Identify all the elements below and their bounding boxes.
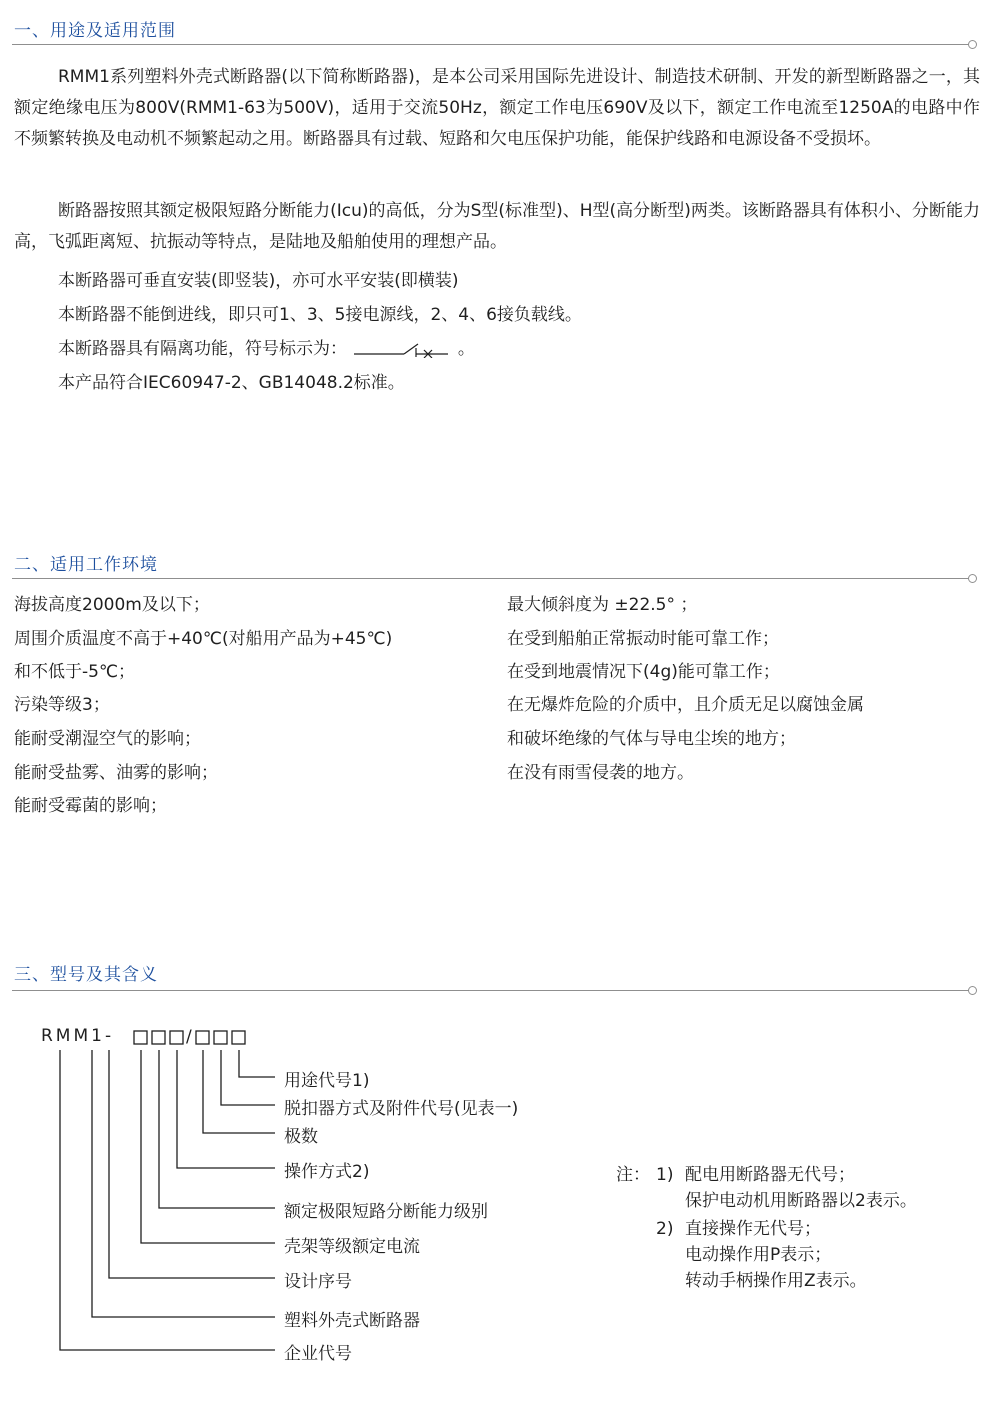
section1-title: 一、用途及适用范围 xyxy=(14,21,176,41)
env-left-item: 能耐受潮湿空气的影响； xyxy=(14,729,201,749)
model-label-frame-current: 壳架等级额定电流 xyxy=(284,1237,420,1257)
section2-title: 二、适用工作环境 xyxy=(14,555,158,575)
note-prefix: 注： xyxy=(616,1165,650,1185)
env-left-item: 能耐受盐雾、油雾的影响； xyxy=(14,763,218,783)
model-prefix: RMM1- xyxy=(41,1026,115,1046)
section1-isolation-line xyxy=(58,334,475,359)
isolation-end: 。 xyxy=(457,339,475,359)
isolator-switch-icon xyxy=(352,340,452,358)
code-box xyxy=(196,1031,209,1044)
section1-wiring-line: 本断路器不能倒进线，即只可1、3、5接电源线，2、4、6接负载线。 xyxy=(58,305,582,325)
note-1-line-1: 配电用断路器无代号； xyxy=(685,1165,855,1185)
model-label-operation: 操作方式2) xyxy=(284,1162,370,1182)
env-right-item: 和破坏绝缘的气体与导电尘埃的地方； xyxy=(507,729,796,749)
code-box xyxy=(152,1031,165,1044)
note-2-line-3: 转动手柄操作用Z表示。 xyxy=(685,1271,867,1291)
env-left-item: 污染等级3； xyxy=(14,695,110,715)
code-box xyxy=(232,1031,245,1044)
section1-paragraph-1: RMM1系列塑料外壳式断路器(以下简称断路器)，是本公司采用国际先进设计、制造技术研制、开发的新型断路器之一，其额定绝缘电压为800V(RMM1-63为500V)，适用于交流50Hz，额定工作电压690V及以下，额定工作电流至1250A的电路中作不频繁转换及电动机不频繁起动之用。断路器具有过载、短路和欠电压保护功能，能保护线路和电源设备不受损坏。 xyxy=(14,67,980,149)
model-label-poles: 极数 xyxy=(284,1127,318,1147)
section1-paragraph-2: 断路器按照其额定极限短路分断能力(Icu)的高低，分为S型(标准型)、H型(高分断型)两类。该断路器具有体积小、分断能力高，飞弧距离短、抗振动等特点，是陆地及船舶使用的理想产品。 xyxy=(14,201,980,252)
model-label-breaking-level: 额定极限短路分断能力级别 xyxy=(284,1202,488,1222)
model-label-company-code: 企业代号 xyxy=(284,1344,352,1364)
section1-standard-line: 本产品符合IEC60947-2、GB14048.2标准。 xyxy=(58,373,405,393)
note-2-line-1: 直接操作无代号； xyxy=(685,1219,821,1239)
model-slash: / xyxy=(186,1027,192,1047)
env-left-item: 周围介质温度不高于+40℃(对船用产品为+45℃) xyxy=(14,629,393,649)
env-right-item: 在无爆炸危险的介质中，且介质无足以腐蚀金属 xyxy=(507,695,864,715)
divider-end-circle xyxy=(968,986,977,995)
model-designation-diagram xyxy=(0,1000,1000,1380)
env-right-item: 在受到船舶正常振动时能可靠工作； xyxy=(507,629,779,649)
env-right-item: 在没有雨雪侵袭的地方。 xyxy=(507,763,694,783)
section2-divider xyxy=(12,578,970,579)
section3-title: 三、型号及其含义 xyxy=(14,965,158,985)
env-right-item: 在受到地震情况下(4g)能可靠工作； xyxy=(507,662,780,682)
code-box xyxy=(170,1031,183,1044)
env-left-item: 和不低于-5℃； xyxy=(14,662,136,682)
model-label-mccb: 塑料外壳式断路器 xyxy=(284,1311,420,1331)
env-left-item: 海拔高度2000m及以下； xyxy=(14,595,210,615)
note-2-line-2: 电动操作用P表示； xyxy=(685,1245,832,1265)
isolation-text: 本断路器具有隔离功能，符号标示为： xyxy=(58,339,347,359)
section3-divider xyxy=(12,990,970,991)
divider-end-circle xyxy=(968,574,977,583)
note-2-number: 2) xyxy=(656,1219,674,1239)
section1-mounting-line: 本断路器可垂直安装(即竖装)，亦可水平安装(即横装) xyxy=(58,271,459,291)
env-right-item: 最大倾斜度为 ±22.5° ； xyxy=(507,595,698,615)
divider-end-circle xyxy=(968,40,977,49)
code-box xyxy=(134,1031,147,1044)
section1-divider xyxy=(12,44,970,45)
note-1-number: 1) xyxy=(656,1165,674,1185)
model-label-usage-code: 用途代号1) xyxy=(284,1071,370,1091)
env-left-item: 能耐受霉菌的影响； xyxy=(14,796,167,816)
note-1-line-2: 保护电动机用断路器以2表示。 xyxy=(685,1191,917,1211)
model-label-design-no: 设计序号 xyxy=(284,1272,352,1292)
code-box xyxy=(214,1031,227,1044)
model-label-release-code: 脱扣器方式及附件代号(见表一) xyxy=(284,1099,519,1119)
